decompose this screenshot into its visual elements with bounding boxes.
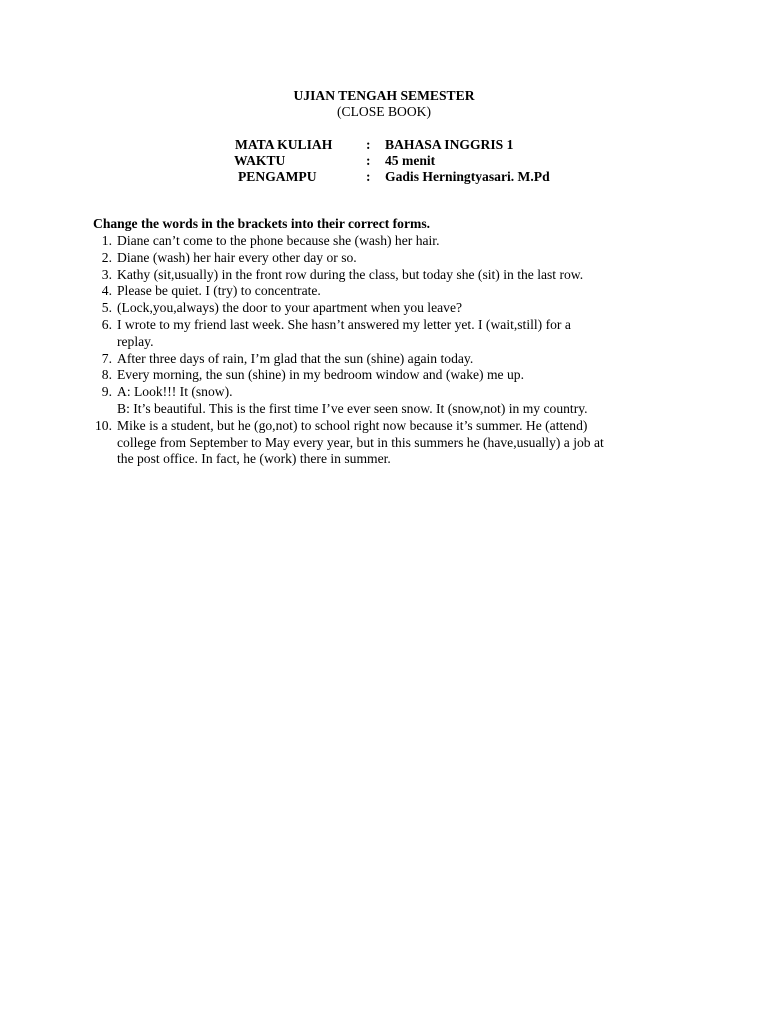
question-text-line: Every morning, the sun (shine) in my bedroom window and (wake) me up. bbox=[117, 367, 524, 383]
question-number: 8. bbox=[101, 367, 112, 383]
info-colon: : bbox=[366, 153, 371, 168]
question-item bbox=[0, 384, 677, 418]
question-number: 5. bbox=[101, 300, 112, 316]
question-text-line: B: It’s beautiful. This is the first time I’ve ever seen snow. It (snow,not) in my country. bbox=[117, 400, 588, 416]
question-text-line: Mike is a student, but he (go,not) to school right now because it’s summer. He (attend) bbox=[117, 417, 588, 433]
question-item bbox=[0, 300, 677, 317]
info-value-course: BAHASA INGGRIS 1 bbox=[385, 137, 514, 152]
question-item bbox=[0, 233, 677, 250]
question-number: 3. bbox=[101, 266, 112, 282]
question-item bbox=[0, 283, 677, 300]
info-value-lecturer: Gadis Herningtyasari. M.Pd bbox=[385, 169, 550, 184]
question-number: 9. bbox=[101, 384, 112, 400]
info-label-time: WAKTU bbox=[234, 153, 286, 168]
question-number: 2. bbox=[101, 249, 112, 265]
question-text-line: the post office. In fact, he (work) there in summer. bbox=[117, 451, 391, 467]
question-text-line: After three days of rain, I’m glad that the sun (shine) again today. bbox=[117, 350, 474, 366]
exam-title: UJIAN TENGAH SEMESTER bbox=[293, 88, 475, 103]
question-item bbox=[0, 351, 677, 368]
question-item bbox=[0, 267, 677, 284]
info-row-course bbox=[0, 137, 768, 153]
question-text-line: replay. bbox=[117, 333, 154, 349]
question-text-line: Diane (wash) her hair every other day or so. bbox=[117, 249, 357, 265]
question-number: 7. bbox=[101, 350, 112, 366]
info-row-time bbox=[0, 153, 768, 169]
question-number: 6. bbox=[101, 316, 112, 332]
question-text-line: Diane can’t come to the phone because she (wash) her hair. bbox=[117, 233, 440, 248]
question-text-line: I wrote to my friend last week. She hasn’t answered my letter yet. I (wait,still) for a bbox=[117, 316, 571, 332]
question-item bbox=[0, 367, 677, 384]
question-text-line: Please be quiet. I (try) to concentrate. bbox=[117, 283, 321, 299]
info-label-lecturer: PENGAMPU bbox=[238, 169, 317, 184]
exam-subtitle: (CLOSE BOOK) bbox=[336, 104, 432, 119]
question-list bbox=[0, 233, 768, 468]
question-item bbox=[0, 250, 677, 267]
question-number: 4. bbox=[101, 283, 112, 299]
info-label-course: MATA KULIAH bbox=[235, 137, 333, 152]
question-item bbox=[0, 418, 677, 468]
question-item bbox=[0, 317, 677, 351]
info-colon: : bbox=[366, 137, 371, 152]
question-text-line: college from September to May every year, but in this summers he (have,usually) a job at bbox=[117, 434, 604, 450]
question-number: 1. bbox=[101, 233, 112, 248]
info-row-lecturer bbox=[0, 169, 768, 185]
exam-info-block bbox=[0, 137, 768, 185]
question-text-line: Kathy (sit,usually) in the front row during the class, but today she (sit) in the last row. bbox=[117, 266, 584, 282]
info-colon: : bbox=[366, 169, 371, 184]
question-text-line: A: Look!!! It (snow). bbox=[117, 384, 233, 400]
question-text-line: (Lock,you,always) the door to your apartment when you leave? bbox=[117, 300, 463, 316]
question-number: 10. bbox=[95, 417, 112, 433]
instruction-text: Change the words in the brackets into their correct forms. bbox=[93, 216, 431, 231]
info-value-time: 45 menit bbox=[385, 153, 436, 168]
